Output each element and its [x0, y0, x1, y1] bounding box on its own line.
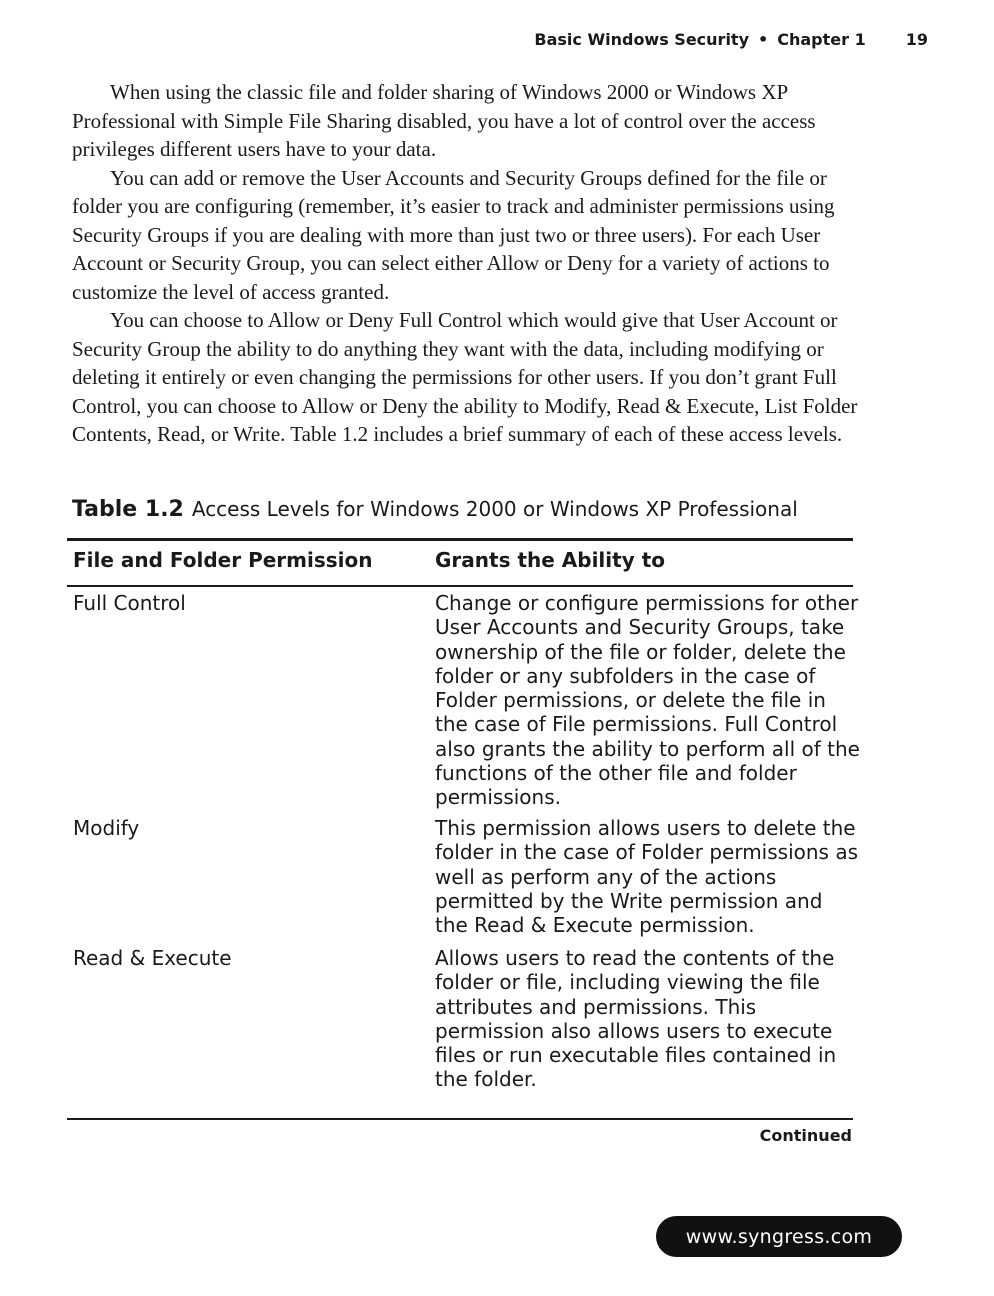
column-header-grants: Grants the Ability to [435, 548, 665, 572]
table-row-permission: Modify [73, 816, 140, 840]
running-head [0, 30, 928, 49]
column-header-permission: File and Folder Permission [73, 548, 373, 572]
table-top-rule [67, 538, 853, 541]
table-row-description: This permission allows users to delete the folder in the case of Folder permissions as well as perform any of the actions permitted by the Write permission and the Read & Execute permission. [435, 816, 858, 938]
table-caption-label: Table 1.2 [72, 497, 184, 522]
footer-url-badge: www.syngress.com [656, 1216, 902, 1257]
table-caption [72, 497, 872, 522]
table-continued-label: Continued [759, 1126, 852, 1145]
paragraph: When using the classic file and folder sharing of Windows 2000 or Windows XP Professional with Simple File Sharing disabled, you have a lot of control over the access privileges different users have to your data. [72, 80, 816, 161]
running-head-chapter: Chapter 1 [777, 30, 866, 49]
paragraph: You can add or remove the User Accounts and Security Groups defined for the file or folder you are configuring (remember, it’s easier to track and administer permissions using Security Groups if you are dealing with more than just two or three users). For each User Account or Security Group, you can select either Allow or Deny for a variety of actions to customize the level of access granted. [72, 165, 835, 304]
page-number: 19 [905, 30, 928, 49]
table-header-rule [67, 585, 853, 587]
running-head-title: Basic Windows Security [534, 30, 750, 49]
table-caption-text: Access Levels for Windows 2000 or Windows XP Professional [191, 497, 798, 521]
body-text [72, 78, 862, 449]
paragraph: You can choose to Allow or Deny Full Control which would give that User Account or Security Group the ability to do anything they want with the data, including modifying or deleting it entirely or even changing the permissions for other users. If you don’t grant Full Control, you can choose to Allow or Deny the ability to Modify, Read & Execute, List Folder Contents, Read, or Write. Table 1.2 includes a brief summary of each of these access levels. [72, 308, 858, 446]
table-row-permission: Read & Execute [73, 946, 232, 970]
table-row-description: Change or configure permissions for other User Accounts and Security Groups, take ownership of the file or folder, delete the folder or any subfolders in the case of Folder permissions, or delete the file in the case of File permissions. Full Control also grants the ability to perform all of the functions of the other file and folder permissions. [435, 591, 860, 810]
table-bottom-rule [67, 1118, 853, 1120]
table-row-description: Allows users to read the contents of the folder or file, including viewing the file attributes and permissions. This permission also allows users to execute files or run executable files contained in the folder. [435, 946, 837, 1092]
table-row-permission: Full Control [73, 591, 186, 615]
running-head-separator: • [758, 30, 769, 49]
